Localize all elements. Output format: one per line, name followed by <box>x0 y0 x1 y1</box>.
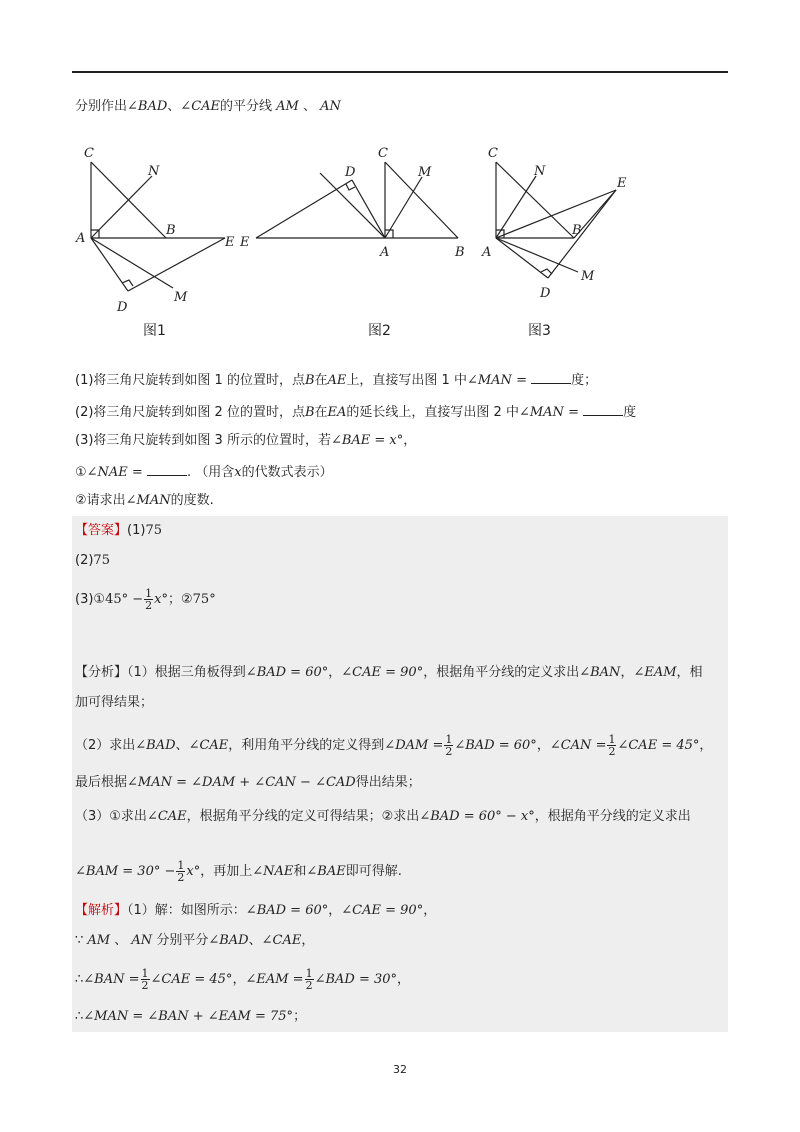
analysis-line-4: 最后根据∠MAN = ∠DAM + ∠CAN − ∠CAD得出结果； <box>75 775 421 790</box>
question-1: (1)将三角尺旋转到如图 1 的位置时，点B在AE上，直接写出图 1 中∠MAN = 度； <box>75 370 597 390</box>
solution-line-2: ∵ AM 、 AN 分别平分∠BAD、∠CAE， <box>75 933 315 948</box>
fig1-line-am <box>91 238 173 288</box>
page-number: 32 <box>393 1063 407 1076</box>
figure-3 <box>480 140 650 320</box>
analysis-line-1: 【分析】（1）根据三角板得到∠BAD = 60°，∠CAE = 90°，根据角平分线的定义求出∠BAN，∠EAM，相 <box>75 665 703 680</box>
fig1-label-n: N <box>148 164 160 179</box>
question-3a: ①∠NAE = . （用含x的代数式表示） <box>75 462 333 482</box>
fig1-label-a: A <box>76 231 86 246</box>
fig1-label-e: E <box>225 235 235 250</box>
answer-line-2: (2)75 <box>75 553 110 568</box>
header-rule <box>72 71 728 73</box>
fig3-label-n: N <box>534 164 546 179</box>
fig2-line-extend-d <box>320 173 385 238</box>
fig2-label-d: D <box>345 165 356 180</box>
fig2-right-angle-d <box>346 184 355 190</box>
solution-line-1: 【解析】（1）解：如图所示：∠BAD = 60°，∠CAE = 90°， <box>75 903 437 918</box>
intro-line: 分别作出∠BAD、∠CAE的平分线 AM 、 AN <box>75 99 341 114</box>
analysis-line-6: ∠BAM = 30° − $\frac{1}{2}$ x°，再加上∠NAE和∠BAE即可得解. <box>75 859 402 884</box>
fig2-label-c: C <box>378 146 388 161</box>
fig3-caption: 图3 <box>528 323 551 339</box>
answer-line-1: 【答案】(1)75 <box>75 523 162 538</box>
fig2-label-e: E <box>240 235 250 250</box>
answer-tag: 【答案】 <box>75 523 128 538</box>
fig1-label-b: B <box>166 223 176 238</box>
analysis-tag: 【分析】 <box>75 665 128 680</box>
solution-tag: 【解析】 <box>75 903 128 918</box>
question-2: (2)将三角尺旋转到如图 2 位的置时，点B在EA的延长线上，直接写出图 2 中∠MAN = 度 <box>75 402 636 422</box>
fig2-label-a: A <box>380 245 390 260</box>
figure-2 <box>238 140 478 320</box>
fig3-line-an <box>496 176 536 238</box>
answer-line-3: (3)①45° − $\frac{1}{2}$ x°；②75° <box>75 587 216 612</box>
question-3: (3)将三角尺旋转到如图 3 所示的位置时，若∠BAE = x°， <box>75 433 417 448</box>
fig2-label-m: M <box>418 165 432 180</box>
answer-fraction: $\frac{1}{2}$ <box>145 587 153 612</box>
fig3-label-e: E <box>617 176 627 191</box>
fig3-label-b: B <box>572 223 582 238</box>
fig1-label-c: C <box>84 146 94 161</box>
fig3-label-d: D <box>540 286 551 301</box>
fig3-line-ad <box>496 238 548 278</box>
fig2-label-b: B <box>455 245 465 260</box>
analysis-line-3: （2）求出∠BAD、∠CAE，利用角平分线的定义得到∠DAM = $\frac{1}{2}$ ∠BAD = 60°，∠CAN = $\frac{1}{2}$ ∠CAE = 45°， <box>75 733 713 758</box>
fig3-label-a: A <box>482 245 492 260</box>
solution-line-4: ∴∠MAN = ∠BAN + ∠EAM = 75°； <box>75 1009 307 1024</box>
fig2-caption: 图2 <box>368 323 391 339</box>
q1-answer-blank <box>531 370 571 384</box>
fig1-line-an <box>91 176 152 238</box>
analysis-line-5: （3）①求出∠CAE，根据角平分线的定义可得结果；②求出∠BAD = 60° − x°，根据角平分线的定义求出 <box>75 809 691 824</box>
q2-answer-blank <box>583 402 623 416</box>
fig2-line-da <box>352 180 385 238</box>
fig1-line-de <box>128 238 225 291</box>
q3a-answer-blank <box>147 462 187 476</box>
fig1-label-d: D <box>117 300 128 315</box>
solution-line-3: ∴∠BAN = $\frac{1}{2}$ ∠CAE = 45°，∠EAM = $\frac{1}{2}$ ∠BAD = 30°， <box>75 967 411 992</box>
fig2-line-am <box>385 177 422 238</box>
fig1-caption: 图1 <box>143 323 166 339</box>
question-3b: ②请求出∠MAN的度数. <box>75 493 214 508</box>
analysis-line-2: 加可得结果； <box>75 695 154 710</box>
figure-1 <box>70 140 240 320</box>
fig3-label-c: C <box>488 146 498 161</box>
fig3-label-m: M <box>581 269 595 284</box>
fig1-label-m: M <box>174 290 188 305</box>
fig2-line-ed <box>256 180 352 238</box>
